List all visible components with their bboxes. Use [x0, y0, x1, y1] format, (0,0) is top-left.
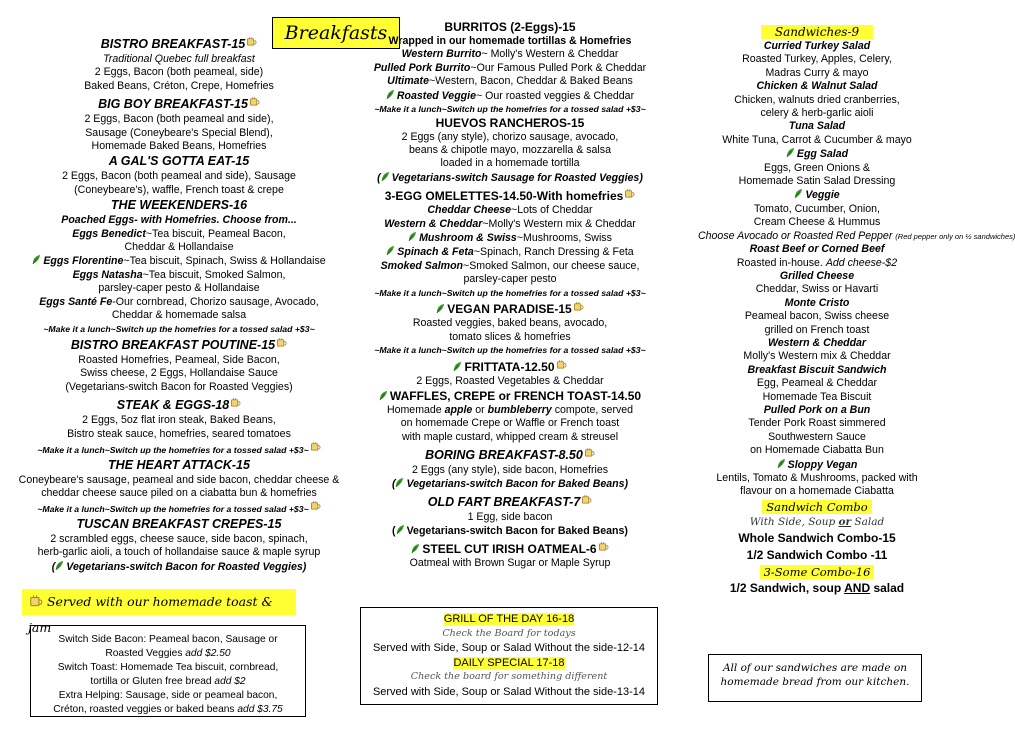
special-served-note: Served with Side, Soup or Salad Without the side-13-14 — [372, 685, 646, 698]
item-description: Roasted veggies, baked beans, avocado, — [412, 317, 608, 330]
item-description: Traditional Quebec full breakfast — [103, 53, 255, 65]
toast-banner: Served with our homemade toast & jam — [22, 589, 296, 615]
coffee-cup-icon — [556, 359, 567, 370]
column-breakfast-classics — [14, 36, 344, 574]
sandwich-breakfast-biscuit: Breakfast Biscuit Sandwich — [747, 363, 887, 376]
item-description: with maple custard, whipped cream & streusel — [401, 430, 619, 443]
option-western-burrito: Western Burrito~ Molly's Western & Cheddar — [401, 48, 619, 61]
item-description: parsley-caper pesto & Hollandaise — [98, 282, 260, 295]
item-description: 2 Eggs (any style), chorizo sausage, avocado, — [401, 130, 619, 143]
item-description: Baked Beans, Créton, Crepe, Homefries — [84, 79, 274, 92]
option-ultimate-burrito: Ultimate~Western, Bacon, Cheddar & Baked Beans — [387, 75, 633, 88]
sandwich-grilled-cheese: Grilled Cheese — [779, 269, 855, 282]
item-steak-and-eggs: STEAK & EGGS-18 — [14, 397, 344, 414]
item-burritos: BURRITOS (2-Eggs)-15 — [444, 20, 576, 34]
page-title: Breakfasts — [272, 17, 400, 49]
item-description: herb-garlic aioli, a touch of hollandaise sauce & maple syrup — [37, 546, 321, 559]
vegetarian-leaf-icon — [381, 171, 390, 182]
extra-helping: Extra Helping: Sausage, side or peameal bacon, — [58, 690, 278, 701]
item-description: on homemade Crepe or Waffle or French toast — [400, 417, 620, 430]
item-description: Tender Pork Roast simmered — [748, 417, 886, 430]
item-description: 2 scrambled eggs, cheese sauce, side bacon, spinach, — [50, 532, 308, 545]
option-eggs-benedict: Eggs Benedict~Tea biscuit, Peameal Bacon, — [72, 227, 286, 240]
item-description: Southwestern Sauce — [768, 430, 866, 443]
extras-box — [30, 625, 306, 717]
sandwich-sloppy-vegan: Sloppy Vegan — [704, 458, 930, 472]
vegetarian-leaf-icon — [396, 524, 405, 535]
coffee-cup-icon — [573, 301, 584, 312]
item-description: Cheddar & homemade salsa — [111, 309, 247, 322]
item-old-fart-breakfast: OLD FART BREAKFAST-7 — [360, 494, 660, 511]
column-burritos-omelettes — [360, 20, 660, 570]
item-description: Lentils, Tomato & Mushrooms, packed with — [716, 472, 918, 484]
item-description: Roasted Homefries, Peameal, Side Bacon, — [78, 354, 280, 366]
grill-served-note: Served with Side, Soup or Salad Without the side-12-14 — [372, 642, 646, 654]
item-description: (Vegetarians-switch Bacon for Roasted Veggies) — [65, 380, 293, 393]
option-roasted-veggie-burrito: Roasted Veggie~ Our roasted veggies & Cheddar — [360, 89, 660, 103]
item-description: 2 Eggs, 5oz flat iron steak, Baked Beans, — [82, 414, 276, 427]
sandwich-egg-salad: Egg Salad — [704, 147, 930, 161]
item-description: Cheddar & Hollandaise — [124, 241, 234, 254]
grill-note: Check the Board for todays — [442, 627, 576, 639]
item-description: 2 Eggs, Bacon (both peameal and side), Sausage — [62, 170, 296, 183]
lunch-note: ~Make it a lunch~Switch up the homefries for a tossed salad +$3~ — [374, 104, 646, 115]
lunch-note: ~Make it a lunch~Switch up the homefries for a tossed salad +$3~ — [374, 344, 646, 355]
extra-side-bacon-line2: Roasted Veggies add $2.50 — [105, 648, 231, 659]
extra-toast-line2: tortilla or Gluten free bread add $2 — [90, 676, 246, 687]
option-mushroom-omelette: Mushroom & Swiss~Mushrooms, Swiss — [360, 231, 660, 245]
sandwich-footer-box — [708, 654, 922, 702]
sandwich-tuna: Tuna Salad — [788, 120, 846, 133]
vegetarian-leaf-icon — [408, 231, 417, 242]
option-eggs-sante-fe: Eggs Santé Fe-Our cornbread, Chorizo sausage, Avocado, — [39, 295, 319, 308]
special-note: Check the board for something different — [410, 671, 608, 682]
sandwich-western: Western & Cheddar — [767, 336, 867, 349]
item-omelettes: 3-EGG OMELETTES-14.50-With homefries — [360, 188, 660, 204]
coffee-cup-icon — [624, 188, 635, 199]
item-huevos-rancheros: HUEVOS RANCHEROS-15 — [435, 115, 585, 130]
extra-toast: Switch Toast: Homemade Tea biscuit, cornbread, — [57, 662, 279, 673]
combo-half-sandwich: 1/2 Sandwich Combo -11 — [746, 547, 888, 562]
coffee-cup-icon — [246, 36, 257, 47]
item-description: Swiss cheese, 2 Eggs, Hollandaise Sauce — [80, 367, 278, 380]
vegetarian-leaf-icon — [55, 560, 64, 571]
option-spinach-omelette: Spinach & Feta~Spinach, Ranch Dressing & Feta — [360, 245, 660, 259]
item-waffles: WAFFLES, CREPE or FRENCH TOAST-14.50 — [360, 389, 660, 404]
vegetarian-leaf-icon — [777, 458, 786, 469]
combo-whole-sandwich: Whole Sandwich Combo-15 — [738, 530, 896, 545]
item-description: grilled on French toast — [764, 323, 870, 336]
column-sandwiches — [698, 24, 1015, 597]
item-description: Molly's Western mix & Cheddar — [743, 350, 891, 363]
sandwich-veggie: Veggie — [704, 188, 930, 202]
item-description: 2 Eggs, Roasted Vegetables & Cheddar — [416, 375, 604, 388]
grill-of-the-day-title: GRILL OF THE DAY 16-18 — [443, 613, 575, 625]
threesome-description: 1/2 Sandwich, soup AND salad — [729, 580, 905, 595]
item-description: (Coneybeare's), waffle, French toast & crepe — [74, 183, 284, 196]
extra-side-bacon: Switch Side Bacon: Peameal bacon, Sausage or — [58, 634, 278, 645]
item-description: Sausage (Coneybeare's Special Blend), — [85, 126, 273, 139]
coffee-cup-icon — [310, 500, 321, 511]
item-description: Homemade apple or bumbleberry compote, served — [386, 403, 634, 416]
coffee-cup-icon — [249, 96, 260, 107]
item-description: beans & chipotle mayo, mozzarella & salsa — [409, 143, 611, 156]
vegetarian-note: ( Vegetarians-switch Sausage for Roasted Veggies) — [377, 171, 643, 184]
vegetarian-leaf-icon — [395, 477, 404, 488]
option-western-omelette: Western & Cheddar~Molly's Western mix & Cheddar — [384, 217, 636, 230]
item-description: Roasted Turkey, Apples, Celery, — [742, 53, 892, 66]
item-description: cheddar cheese sauce piled on a ciabatta bun & homefries — [41, 486, 317, 499]
item-big-boy-breakfast: BIG BOY BREAKFAST-15 — [14, 96, 344, 113]
vegetarian-note: ( Vegetarians-switch Bacon for Roasted Veggies) — [51, 560, 307, 573]
option-salmon-omelette: Smoked Salmon~Smoked Salmon, our cheese sauce, — [380, 259, 640, 272]
item-description: Cheddar, Swiss or Havarti — [755, 283, 879, 296]
vegetarian-note: ( Vegetarians-switch Bacon for Baked Beans) — [392, 525, 628, 538]
option-eggs-florentine: Eggs Florentine~Tea biscuit, Spinach, Swiss & Hollandaise — [14, 254, 344, 268]
item-description: tomato slices & homefries — [449, 330, 571, 343]
item-tuscan-crepes: TUSCAN BREAKFAST CREPES-15 — [76, 516, 282, 531]
item-description: Bistro steak sauce, homefries, seared tomatoes — [67, 427, 291, 440]
threesome-combo-title: 3-Some Combo-16 — [760, 565, 875, 579]
item-description: Coneybeare's sausage, peameal and side bacon, cheddar cheese & — [18, 473, 340, 486]
lunch-note: ~Make it a lunch~Switch up the homefries for a tossed salad +$3~ — [14, 500, 344, 516]
coffee-cup-icon — [276, 337, 287, 348]
item-description: celery & herb-garlic aioli — [760, 107, 874, 120]
sandwich-curried-turkey: Curried Turkey Salad — [763, 40, 871, 52]
coffee-cup-icon — [584, 447, 595, 458]
vegetarian-leaf-icon — [786, 147, 795, 158]
item-description: Cream Cheese & Hummus — [753, 216, 881, 229]
item-description: Eggs, Green Onions & — [764, 161, 870, 174]
veggie-choice-note: Choose Avocado or Roasted Red Pepper (Red pepper only on ½ sandwiches) — [698, 229, 1015, 242]
vegetarian-leaf-icon — [794, 188, 803, 199]
daily-special-title: DAILY SPECIAL 17-18 — [453, 656, 565, 669]
item-description: Madras Curry & mayo — [765, 66, 869, 79]
lunch-note: ~Make it a lunch~Switch up the homefries for a tossed salad +$3~ — [14, 441, 344, 457]
item-bistro-poutine: BISTRO BREAKFAST POUTINE-15 — [14, 337, 344, 354]
option-cheddar-omelette: Cheddar Cheese~Lots of Cheddar — [427, 204, 593, 217]
item-description: White Tuna, Carrot & Cucumber & mayo — [722, 133, 912, 146]
coffee-cup-icon — [230, 397, 241, 408]
item-heart-attack: THE HEART ATTACK-15 — [108, 457, 250, 472]
item-description: Roasted in-house. Add cheese-$2 — [736, 256, 898, 269]
item-subtitle: Wrapped in our homemade tortillas & Homefries — [388, 35, 632, 47]
item-oatmeal: STEEL CUT IRISH OATMEAL-6 — [360, 541, 660, 557]
item-vegan-paradise: VEGAN PARADISE-15 — [360, 301, 660, 317]
item-subtitle: Poached Eggs- with Homefries. Choose from... — [61, 214, 297, 227]
item-description: on Homemade Ciabatta Bun — [750, 444, 884, 457]
extra-helping-line2: Créton, roasted veggies or baked beans add $3.75 — [53, 704, 283, 715]
item-boring-breakfast: BORING BREAKFAST-8.50 — [360, 447, 660, 464]
lunch-note: ~Make it a lunch~Switch up the homefries for a tossed salad +$3~ — [43, 323, 315, 334]
item-description: 1 Egg, side bacon — [467, 510, 553, 523]
vegetarian-leaf-icon — [32, 254, 41, 265]
item-description: Tomato, Cucumber, Onion, — [753, 202, 880, 215]
item-description: parsley-caper pesto — [463, 273, 557, 286]
vegetarian-note: ( Vegetarians-switch Bacon for Baked Beans) — [391, 478, 629, 491]
vegetarian-leaf-icon — [379, 390, 388, 401]
item-description: 2 Eggs (any style), side bacon, Homefries — [411, 464, 609, 477]
item-description: 2 Eggs, Bacon (both peameal, side) — [94, 66, 264, 79]
vegetarian-leaf-icon — [453, 361, 462, 372]
sandwich-roast-beef: Roast Beef or Corned Beef — [749, 243, 885, 256]
vegetarian-leaf-icon — [436, 303, 445, 314]
coffee-cup-icon — [598, 541, 609, 552]
coffee-cup-icon — [29, 594, 43, 608]
daily-specials-box — [360, 607, 658, 705]
item-description: Homemade Satin Salad Dressing — [738, 175, 896, 188]
item-description: flavour on a homemade Ciabatta — [740, 485, 894, 498]
sandwich-footer-text: All of our sandwiches are made on homemade bread from our kitchen. — [720, 662, 910, 688]
coffee-cup-icon — [310, 441, 321, 452]
item-description: Peameal bacon, Swiss cheese — [744, 310, 890, 323]
sandwich-pulled-pork: Pulled Pork on a Bun — [763, 403, 871, 416]
item-frittata: FRITTATA-12.50 — [360, 359, 660, 375]
item-description: Chicken, walnuts dried cranberries, — [734, 93, 900, 106]
item-description: Homemade Tea Biscuit — [762, 390, 872, 403]
sandwiches-header: Sandwiches-9 — [761, 25, 873, 39]
item-description: 2 Eggs, Bacon (both peameal and side), — [84, 113, 274, 126]
option-pulled-pork-burrito: Pulled Pork Burrito~Our Famous Pulled Pork & Cheddar — [373, 61, 647, 74]
vegetarian-leaf-icon — [386, 245, 395, 256]
item-description: loaded in a homemade tortilla — [440, 157, 580, 170]
option-eggs-natasha: Eggs Natasha~Tea biscuit, Smoked Salmon, — [72, 268, 286, 281]
sandwich-combo-title: Sandwich Combo — [762, 500, 871, 514]
lunch-note: ~Make it a lunch~Switch up the homefries for a tossed salad +$3~ — [374, 287, 646, 298]
item-description: Egg, Peameal & Cheddar — [756, 377, 878, 390]
coffee-cup-icon — [581, 494, 592, 505]
item-bistro-breakfast: BISTRO BREAKFAST-15 — [14, 36, 344, 53]
sandwich-monte-cristo: Monte Cristo — [784, 296, 850, 309]
item-description: Homemade Baked Beans, Homefries — [91, 140, 267, 153]
vegetarian-leaf-icon — [386, 89, 395, 100]
item-gals-gotta-eat: A GAL'S GOTTA EAT-15 — [108, 154, 250, 169]
sandwich-chicken-walnut: Chicken & Walnut Salad — [756, 80, 878, 93]
combo-with-note: With Side, Soup or Salad — [749, 515, 885, 528]
item-weekenders: THE WEEKENDERS-16 — [110, 198, 248, 213]
vegetarian-leaf-icon — [411, 543, 420, 554]
item-description: Oatmeal with Brown Sugar or Maple Syrup — [409, 556, 611, 569]
